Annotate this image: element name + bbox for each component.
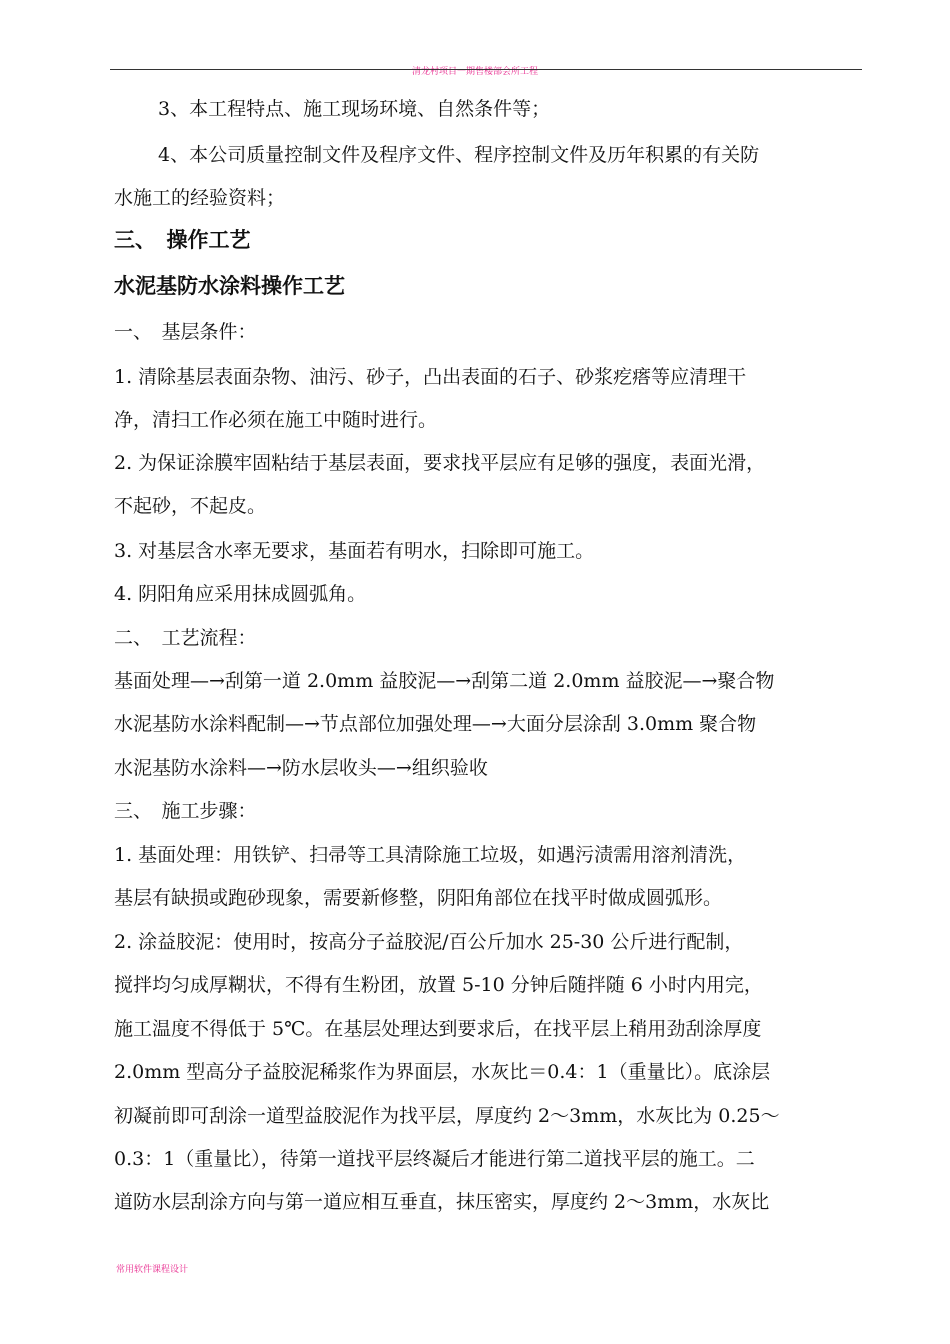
text-line: 2.0mm 型高分子益胶泥稀浆作为界面层，水灰比＝0.4：1（重量比）。底涂层 [114,1061,771,1083]
text-line: 水泥基防水涂料—→防水层收头—→组织验收 [114,757,488,779]
section-heading: 三、 操作工艺 [114,228,251,252]
text-line: 3、本工程特点、施工现场环境、自然条件等； [158,98,551,120]
text-line: 3. 对基层含水率无要求，基面若有明水，扫除即可施工。 [114,540,595,562]
text-line: 一、 基层条件： [114,321,257,343]
text-line: 水泥基防水涂料配制—→节点部位加强处理—→大面分层涂刮 3.0mm 聚合物 [114,713,757,735]
text-line: 1. 基面处理：用铁铲、扫帚等工具清除施工垃圾，如遇污渍需用溶剂清洗， [114,844,747,866]
text-line: 1. 清除基层表面杂物、油污、砂子，凸出表面的石子、砂浆疙瘩等应清理干 [114,366,747,388]
text-line: 4、本公司质量控制文件及程序文件、程序控制文件及历年积累的有关防 [158,144,760,166]
text-line: 2. 为保证涂膜牢固粘结于基层表面，要求找平层应有足够的强度，表面光滑， [114,452,766,474]
text-line: 二、 工艺流程： [114,627,257,649]
text-line: 4. 阴阳角应采用抹成圆弧角。 [114,583,367,605]
page-footer: 常用软件课程设计 [116,1265,189,1275]
text-line: 搅拌均匀成厚糊状，不得有生粉团，放置 5-10 分钟后随拌随 6 小时内用完， [114,974,763,996]
text-line: 水施工的经验资料； [114,187,286,209]
text-line: 净，清扫工作必须在施工中随时进行。 [114,409,438,431]
text-line: 不起砂，不起皮。 [114,495,267,517]
text-line: 基面处理—→刮第一道 2.0mm 益胶泥—→刮第二道 2.0mm 益胶泥—→聚合物 [114,670,775,692]
text-line: 三、 施工步骤： [114,800,257,822]
text-line: 2. 涂益胶泥：使用时，按高分子益胶泥/百公斤加水 25-30 公斤进行配制， [114,931,744,953]
text-line: 0.3：1（重量比），待第一道找平层终凝后才能进行第二道找平层的施工。二 [114,1148,755,1170]
text-line: 初凝前即可刮涂一道型益胶泥作为找平层，厚度约 2～3mm，水灰比为 0.25～ [114,1105,780,1127]
header-rule [110,69,862,70]
subsection-heading: 水泥基防水涂料操作工艺 [114,274,345,298]
text-line: 道防水层刮涂方向与第一道应相互垂直，抹压密实，厚度约 2～3mm，水灰比 [114,1191,770,1213]
text-line: 基层有缺损或跑砂现象，需要新修整，阴阳角部位在找平时做成圆弧形。 [114,887,723,909]
text-line: 施工温度不得低于 5℃。在基层处理达到要求后，在找平层上稍用劲刮涂厚度 [114,1018,762,1040]
page-header: 清龙村项目一期售楼部会所工程 [411,67,538,77]
